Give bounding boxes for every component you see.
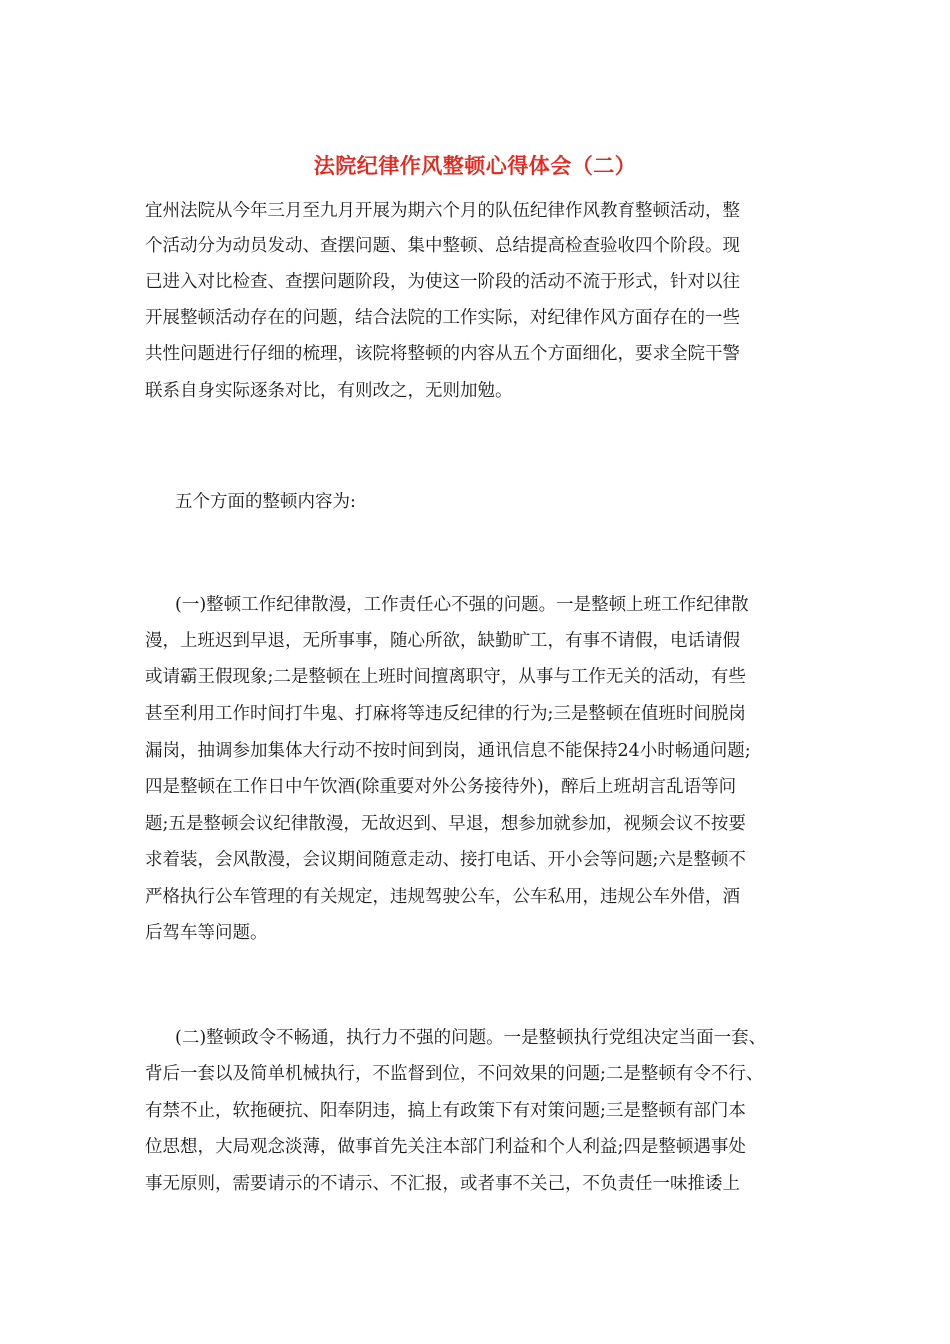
section1-line-6: 四是整顿在工作日中午饮酒(除重要对外公务接待外)，醉后上班胡言乱语等问 [145, 777, 737, 797]
document-title: 法院纪律作风整顿心得体会（二） [313, 153, 637, 178]
section1-line-3: 或请霸王假现象;二是整顿在上班时间擅离职守，从事与工作无关的活动，有些 [145, 667, 746, 687]
section2-line-4: 位思想，大局观念淡薄，做事首先关注本部门利益和个人利益;四是整顿遇事处 [145, 1137, 746, 1157]
section1-line-1: (一)整顿工作纪律散漫，工作责任心不强的问题。一是整顿上班工作纪律散 [175, 595, 749, 615]
section1-line-8: 求着装，会风散漫，会议期间随意走动、接打电话、开小会等问题;六是整顿不 [145, 850, 746, 870]
section1-line-9: 严格执行公车管理的有关规定，违规驾驶公车，公车私用，违规公车外借，酒 [145, 887, 740, 907]
intro-line-3: 已进入对比检查、查摆问题阶段，为使这一阶段的活动不流于形式，针对以往 [145, 272, 740, 292]
intro-line-2: 个活动分为动员发动、查摆问题、集中整顿、总结提高检查验收四个阶段。现 [145, 236, 740, 256]
section1-line-5: 漏岗，抽调参加集体大行动不按时间到岗，通讯信息不能保持24小时畅通问题; [145, 741, 751, 761]
section1-line-4: 甚至利用工作时间打牛鬼、打麻将等违反纪律的行为;三是整顿在值班时间脱岗 [145, 704, 746, 724]
section1-line-2: 漫，上班迟到早退，无所事事，随心所欲，缺勤旷工，有事不请假，电话请假 [145, 631, 740, 651]
section2-line-5: 事无原则，需要请示的不请示、不汇报，或者事不关己，不负责任一味推诿上 [145, 1174, 740, 1194]
intro-line-5: 共性问题进行仔细的梳理，该院将整顿的内容从五个方面细化，要求全院干警 [145, 344, 740, 364]
section1-line-10: 后驾车等问题。 [145, 923, 268, 943]
five-aspects-heading: 五个方面的整顿内容为: [175, 492, 356, 512]
section2-line-3: 有禁不止，软拖硬抗、阳奉阴违，搞上有政策下有对策问题;三是整顿有部门本 [145, 1101, 746, 1121]
intro-line-4: 开展整顿活动存在的问题，结合法院的工作实际，对纪律作风方面存在的一些 [145, 308, 740, 328]
section2-line-1: (二)整顿政令不畅通，执行力不强的问题。一是整顿执行党组决定当面一套、 [175, 1028, 767, 1048]
section1-line-7: 题;五是整顿会议纪律散漫，无故迟到、早退，想参加就参加，视频会议不按要 [145, 814, 746, 834]
section2-line-2: 背后一套以及简单机械执行，不监督到位，不问效果的问题;二是整顿有令不行、 [145, 1064, 764, 1084]
intro-line-1: 宜州法院从今年三月至九月开展为期六个月的队伍纪律作风教育整顿活动，整 [145, 201, 740, 221]
intro-line-6: 联系自身实际逐条对比，有则改之，无则加勉。 [145, 381, 513, 401]
